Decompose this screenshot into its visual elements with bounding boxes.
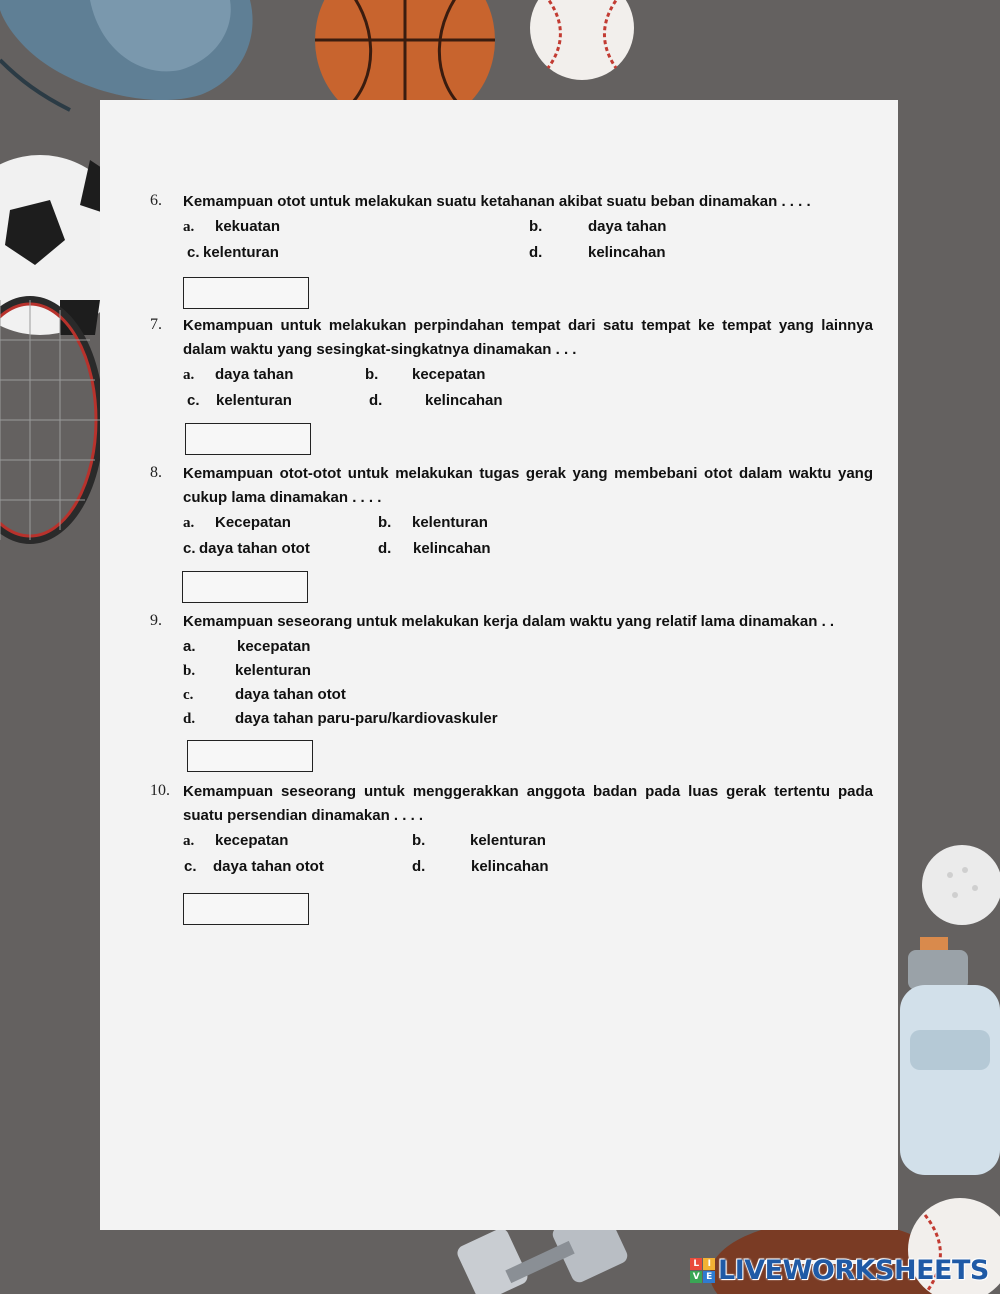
option-c: c. daya tahan otot [184, 858, 324, 875]
answer-input-6[interactable] [183, 277, 309, 309]
option-a: a. kekuatan [183, 218, 281, 235]
sneaker-icon [0, 0, 253, 110]
option-c: c. kelenturan [187, 392, 292, 409]
water-bottle-icon [900, 937, 1000, 1175]
option-b: b. daya tahan [529, 218, 667, 235]
option-d: d. kelincahan [378, 540, 491, 557]
question-number: 8. [150, 464, 162, 481]
option-d: d. kelincahan [412, 858, 549, 875]
option-a: a. kecepatan [183, 832, 289, 849]
question-number: 9. [150, 612, 162, 629]
option-c: c. daya tahan otot [183, 540, 310, 557]
option-c: c. kelenturan [187, 244, 279, 261]
answer-input-8[interactable] [182, 571, 308, 603]
option-a: a. kecepatan [183, 638, 311, 655]
option-d: d. kelincahan [369, 392, 503, 409]
option-d: d. daya tahan paru-paru/kardiovaskuler [183, 710, 498, 727]
question-text: Kemampuan seseorang untuk menggerakkan anggota badan pada luas gerak tertentu pada suatu persendian dinamakan . . . . [183, 783, 873, 824]
golf-ball-icon [922, 845, 1000, 925]
question-text: Kemampuan seseorang untuk melakukan kerja dalam waktu yang relatif lama dinamakan . . [183, 613, 835, 630]
option-a: a. Kecepatan [183, 514, 291, 531]
option-d: d. kelincahan [529, 244, 666, 261]
question-number: 7. [150, 316, 162, 333]
option-b: b. kecepatan [365, 366, 486, 383]
question-text: Kemampuan untuk melakukan perpindahan tempat dari satu tempat ke tempat yang lainnya dalam waktu yang sesingkat-singkatnya dinamakan . . . [183, 317, 873, 358]
logo-squares-icon: L I V E [690, 1258, 715, 1283]
question-text: Kemampuan otot-otot untuk melakukan tugas gerak yang membebani otot dalam waktu yang cukup lama dinamakan . . . . [183, 465, 873, 506]
brand-wordmark: LIVEWORKSHEETS [718, 1254, 989, 1286]
worksheet-page [100, 100, 898, 1230]
option-c: c. daya tahan otot [183, 686, 346, 703]
answer-input-9[interactable] [187, 740, 313, 772]
option-b: b. kelenturan [183, 662, 311, 679]
option-b: b. kelenturan [378, 514, 488, 531]
answer-input-10[interactable] [183, 893, 309, 925]
option-b: b. kelenturan [412, 832, 546, 849]
tennis-racket-icon [0, 300, 100, 540]
baseball-icon [530, 0, 634, 80]
question-text: Kemampuan otot untuk melakukan suatu ketahanan akibat suatu beban dinamakan . . . . [183, 193, 811, 210]
question-number: 6. [150, 192, 162, 209]
answer-input-7[interactable] [185, 423, 311, 455]
question-number: 10. [150, 782, 170, 799]
option-a: a. daya tahan [183, 366, 294, 383]
liveworksheets-logo [690, 1254, 989, 1286]
